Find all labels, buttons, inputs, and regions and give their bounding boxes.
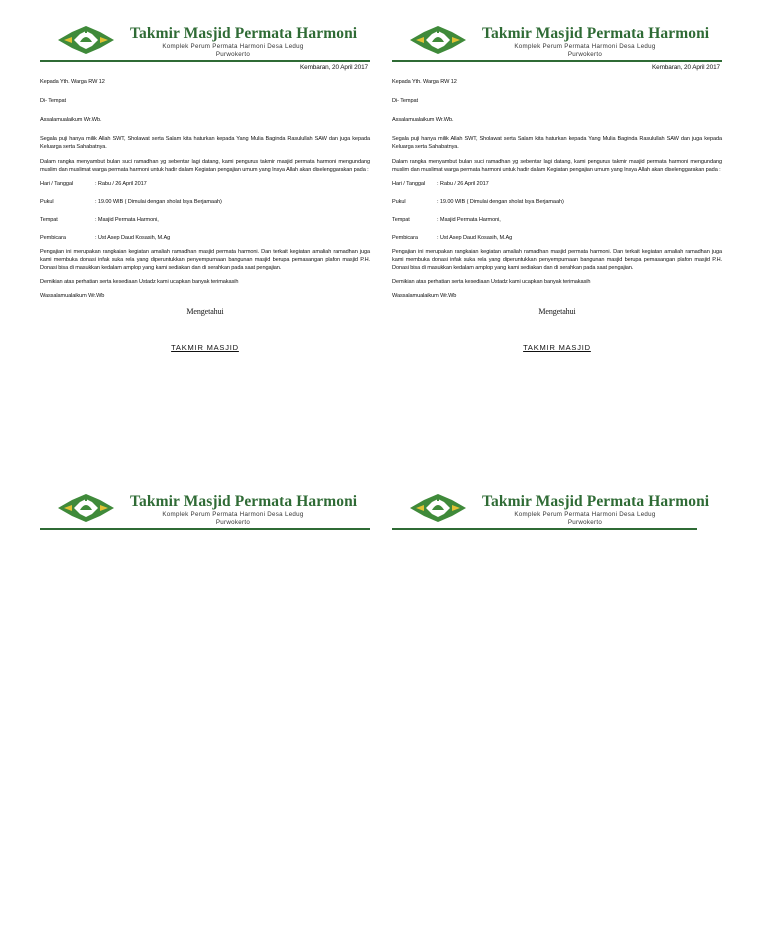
letter-greeting: Assalamualaikum Wr.Wb. (392, 117, 454, 124)
letterhead (392, 490, 710, 534)
detail-value: : Ust Asep Daud Kosasih, M.Ag (437, 234, 513, 241)
detail-value: : Masjid Permata Harmoni, (437, 216, 501, 223)
detail-value: : 19.00 WIB ( Dimulai dengan sholat Isya Berjamaah) (95, 198, 222, 205)
letter-place: Di- Tempat (392, 98, 418, 105)
detail-label: Pukul (40, 198, 54, 205)
detail-value: : Masjid Permata Harmoni, (95, 216, 159, 223)
letter-top-right (392, 22, 722, 352)
letterhead-address-line1: Komplek Perum Permata Harmoni Desa Ledug (514, 511, 656, 518)
acknowledged-label: Mengetahui (538, 307, 576, 317)
detail-row-place (392, 216, 722, 224)
detail-row-time (40, 198, 370, 206)
letter-recipient: Kepada Yth. Warga RW 12 (40, 79, 105, 86)
letterhead-title: Takmir Masjid Permata Harmoni (130, 25, 358, 42)
letterhead-address-line1: Komplek Perum Permata Harmoni Desa Ledug (162, 43, 304, 50)
mosque-star-logo-icon (58, 490, 114, 526)
detail-value: : 19.00 WIB ( Dimulai dengan sholat Isya Berjamaah) (437, 198, 564, 205)
letterhead-address-line1: Komplek Perum Permata Harmoni Desa Ledug (514, 43, 656, 50)
letter-date: Kembaran, 20 April 2017 (299, 64, 368, 71)
letter-paragraph-4: Demikian atas perhatian serta kesediaan Ustadz kami ucapkan banyak terimakasih (392, 279, 591, 286)
letter-paragraph-3: Pengajian ini merupakan rangkaian kegiatan amaliah ramadhan masjid permata harmoni. Dan terkait kegiatan amaliah ramadhan juga kami membuka donasi infak suka rela yang diperuntukkan penyempurnaan bangunan masjid berupa pemasangan plafon masjid P.H. Donasi bisa di masukkan kedalam amplop yang kami sediakan dan di serahkan pada saat pengajian. (40, 248, 370, 271)
letterhead-bottom-left (40, 490, 370, 534)
letterhead-address (118, 43, 348, 59)
letterhead-address-line2: Purwokerto (215, 51, 251, 58)
detail-row-date (40, 180, 370, 188)
detail-label: Tempat (40, 216, 58, 223)
letter-paragraph-1: Segala puji hanya milik Allah SWT, Sholawat serta Salam kita haturkan kepada Yang Mulia Baginda Rasulullah SAW dan juga kepada Keluarga serta Sahabatnya. (40, 136, 370, 151)
letterhead-rule (392, 60, 722, 62)
letterhead-address-line2: Purwokerto (567, 519, 603, 526)
letterhead-title: Takmir Masjid Permata Harmoni (482, 493, 710, 510)
letter-place: Di- Tempat (40, 98, 66, 105)
letterhead (40, 490, 370, 534)
letterhead-address-line2: Purwokerto (215, 519, 251, 526)
detail-row-time (392, 198, 722, 206)
detail-label: Pembicara (392, 234, 418, 241)
letter-paragraph-2: Dalam rangka menyambut bulan suci ramadhan yg sebentar lagi datang, kami pengurus takmir masjid permata harmoni mengundang muslim dan muslimat warga permata harmoni untuk hadir dalam Kegiatan pengajian umum yang Insya Allah akan diselenggarakan pada : (40, 158, 370, 173)
letter-body (392, 64, 722, 352)
letterhead-title: Takmir Masjid Permata Harmoni (482, 25, 710, 42)
mosque-star-logo-icon (410, 490, 466, 526)
letter-paragraph-1: Segala puji hanya milik Allah SWT, Sholawat serta Salam kita haturkan kepada Yang Mulia Baginda Rasulullah SAW dan juga kepada Keluarga serta Sahabatnya. (392, 136, 722, 151)
letter-body (40, 64, 370, 352)
acknowledged-label: Mengetahui (186, 307, 224, 317)
letterhead (40, 22, 370, 66)
detail-row-speaker (392, 234, 722, 242)
detail-row-date (392, 180, 722, 188)
letter-top-left (40, 22, 370, 352)
signatory: TAKMIR MASJID (523, 343, 591, 353)
detail-label: Pembicara (40, 234, 66, 241)
detail-label: Tempat (392, 216, 410, 223)
detail-value: : Rabu / 26 April 2017 (437, 180, 489, 187)
letterhead-address-line1: Komplek Perum Permata Harmoni Desa Ledug (162, 511, 304, 518)
letterhead-rule (392, 528, 697, 530)
letter-closing: Wassalamualaikum Wr.Wb (40, 293, 105, 300)
letterhead (392, 22, 722, 66)
mosque-star-logo-icon (58, 22, 114, 58)
letter-paragraph-3: Pengajian ini merupakan rangkaian kegiatan amaliah ramadhan masjid permata harmoni. Dan terkait kegiatan amaliah ramadhan juga kami membuka donasi infak suka rela yang diperuntukkan penyempurnaan bangunan masjid berupa pemasangan plafon masjid P.H. Donasi bisa di masukkan kedalam amplop yang kami sediakan dan di serahkan pada saat pengajian. (392, 248, 722, 271)
detail-value: : Rabu / 26 April 2017 (95, 180, 147, 187)
letterhead-address (470, 43, 700, 59)
detail-label: Hari / Tanggal (392, 180, 426, 187)
detail-row-speaker (40, 234, 370, 242)
detail-row-place (40, 216, 370, 224)
mosque-star-logo-icon (410, 22, 466, 58)
letter-paragraph-4: Demikian atas perhatian serta kesediaan Ustadz kami ucapkan banyak terimakasih (40, 279, 239, 286)
letter-greeting: Assalamualaikum Wr.Wb. (40, 117, 102, 124)
signatory: TAKMIR MASJID (171, 343, 239, 353)
letterhead-title: Takmir Masjid Permata Harmoni (130, 493, 358, 510)
letterhead-address-line2: Purwokerto (567, 51, 603, 58)
detail-label: Hari / Tanggal (40, 180, 74, 187)
letter-paragraph-2: Dalam rangka menyambut bulan suci ramadhan yg sebentar lagi datang, kami pengurus takmir masjid permata harmoni mengundang muslim dan muslimat warga permata harmoni untuk hadir dalam Kegiatan pengajian umum yang Insya Allah akan diselenggarakan pada : (392, 158, 722, 173)
letter-recipient: Kepada Yth. Warga RW 12 (392, 79, 457, 86)
letter-date: Kembaran, 20 April 2017 (651, 64, 720, 71)
letterhead-rule (40, 60, 370, 62)
letterhead-address (118, 511, 348, 527)
letterhead-bottom-right (392, 490, 710, 534)
detail-value: : Ust Asep Daud Kosasih, M.Ag (95, 234, 171, 241)
letterhead-address (470, 511, 700, 527)
letterhead-rule (40, 528, 370, 530)
letter-closing: Wassalamualaikum Wr.Wb (392, 293, 457, 300)
detail-label: Pukul (392, 198, 406, 205)
